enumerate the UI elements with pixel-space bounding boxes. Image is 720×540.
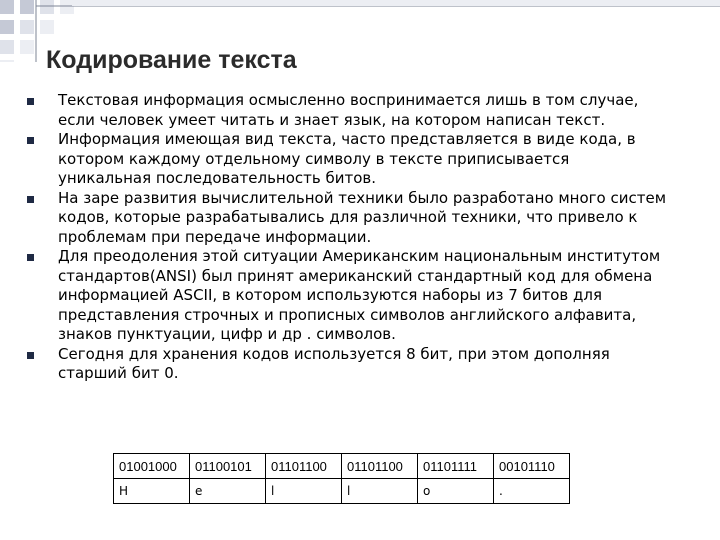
character-cell: l [266, 479, 342, 504]
character-cell: . [494, 479, 570, 504]
decor-square [60, 0, 74, 14]
decor-square [0, 20, 14, 34]
bullet-item [27, 345, 667, 384]
decor-square [0, 40, 14, 54]
bullet-text: Для преодоления этой ситуации Американским национальным институтом стандартов(ANSI) был принят американский стандартный код для обмена информацией ASCII, в котором используются наборы из 7 битов для представления строчных и прописных символов английского алфавита, знаков пунктуации, цифр и др . символов. [58, 247, 661, 343]
decor-square [20, 0, 34, 14]
character-cell: o [418, 479, 494, 504]
binary-code-cell: 01100101 [190, 454, 266, 479]
bullet-text: На заре развития вычислительной техники было разработано много систем кодов, которые разрабатывались для различной техники, что привело к проблемам при передаче информации. [58, 188, 667, 246]
slide-title: Кодирование текста [46, 46, 297, 74]
decor-square [40, 20, 54, 34]
decor-square [0, 0, 14, 14]
characters-row [114, 479, 570, 504]
bullet-text: Сегодня для хранения кодов используется 8 бит, при этом дополняя старший бит 0. [58, 344, 610, 382]
decor-square [20, 40, 34, 54]
square-bullet-icon [27, 352, 34, 359]
binary-code-cell: 01001000 [114, 454, 190, 479]
character-cell: e [190, 479, 266, 504]
binary-code-cell: 01101111 [418, 454, 494, 479]
bullet-item [27, 91, 667, 130]
bullet-text: Информация имеющая вид текста, часто представляется в виде кода, в котором каждому отдельному символу в тексте приписывается уникальная последовательность битов. [58, 130, 636, 187]
binary-code-cell: 01101100 [266, 454, 342, 479]
bullet-text: Текстовая информация осмысленно воспринимается лишь в том случае, если человек умеет читать и знает язык, на котором написан текст. [58, 91, 639, 129]
character-cell: l [342, 479, 418, 504]
square-bullet-icon [27, 254, 34, 261]
binary-code-cell: 00101110 [494, 454, 570, 479]
bullet-list [27, 91, 667, 384]
bullet-item [27, 189, 667, 248]
decor-square [0, 60, 14, 62]
binary-code-cell: 01101100 [342, 454, 418, 479]
character-cell: H [114, 479, 190, 504]
bullet-item [27, 130, 667, 189]
square-bullet-icon [27, 196, 34, 203]
binary-codes-row [114, 454, 570, 479]
header-bar [72, 0, 720, 6]
decor-square [40, 0, 54, 14]
square-bullet-icon [27, 137, 34, 144]
ascii-code-table [113, 453, 570, 504]
decor-square [20, 20, 34, 34]
square-bullet-icon [27, 98, 34, 105]
bullet-item [27, 247, 667, 345]
